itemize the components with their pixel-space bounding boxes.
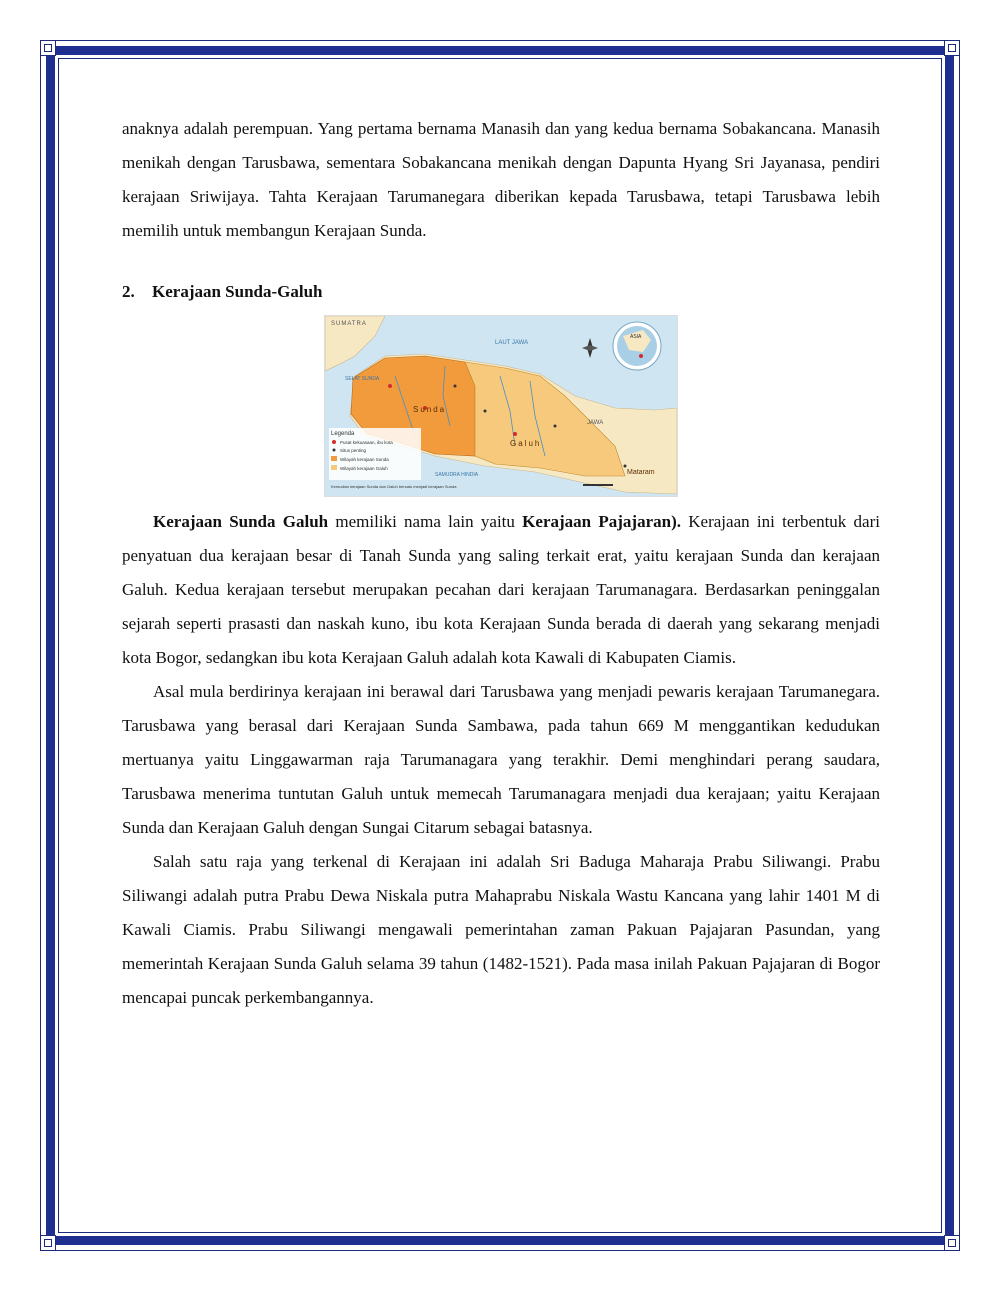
- corner-ornament-top-left: [40, 40, 56, 56]
- map-label-sumatra: SUMATRA: [331, 321, 367, 327]
- section-heading: [122, 275, 880, 309]
- paragraph-2: Asal mula berdirinya kerajaan ini berawal dari Tarusbawa yang menjadi pewaris kerajaan Tarumanegara. Tarusbawa yang berasal dari Kerajaan Sunda Sambawa, pada tahun 669 M menggantikan kedudukan mertuanya yaitu Linggawarman raja Tarumanagara yang terakhir. Demi menghindari perang saudara, Tarusbawa menerima tuntutan Galuh untuk memecah Tarumanagara menjadi dua kerajaan; yaitu Kerajaan Sunda dan Kerajaan Galuh dengan Sungai Citarum sebagai batasnya.: [122, 682, 880, 837]
- map-label-samudra: SAMUDRA HINDIA: [435, 472, 479, 478]
- top-paragraph: anaknya adalah perempuan. Yang pertama bernama Manasih dan yang kedua bernama Sobakancana. Manasih menikah dengan Tarusbawa, sementara Sobakancana menikah dengan Dapunta Hyang Sri Jayanasa, pendiri kerajaan Sriwijaya. Tahta Kerajaan Tarumanegara diberikan kepada Tarusbawa, tetapi Tarusbawa lebih memilih untuk membangun Kerajaan Sunda.: [122, 119, 880, 240]
- map-label-selat-sunda: SELAT SUNDA: [345, 376, 380, 382]
- section-title: Kerajaan Sunda-Galuh: [152, 282, 323, 301]
- paragraph-1-text-b: Kerajaan ini terbentuk dari penyatuan dua kerajaan besar di Tanah Sunda yang saling terkait erat, yaitu kerajaan Sunda dan kerajaan Galuh. Kedua kerajaan tersebut merupakan pecahan dari kerajaan Tarumanagara. Berdasarkan peninggalan sejarah seperti prasasti dan naskah kuno, ibu kota Kerajaan Sunda berada di daerah yang sekarang menjadi kota Bogor, sedangkan ibu kota Kerajaan Galuh adalah kota Kawali di Kabupaten Ciamis.: [122, 512, 880, 667]
- corner-ornament-top-right: [944, 40, 960, 56]
- map-legend-item: Wilayah kerajaan Galuh: [340, 466, 388, 471]
- document-content: [122, 112, 880, 1015]
- map-label-sunda: Sunda: [413, 405, 447, 414]
- map-legend-item: Wilayah kerajaan Sunda: [340, 457, 389, 462]
- map-label-galuh: Galuh: [510, 439, 542, 448]
- map-label-laut-jawa: LAUT JAWA: [495, 340, 529, 346]
- corner-ornament-bottom-right: [944, 1235, 960, 1251]
- map-legend-item: Situs penting: [340, 448, 367, 453]
- map-legend-title: Legenda: [331, 431, 355, 437]
- section-number: 2.: [122, 282, 135, 301]
- map-label-jawa: JAWA: [587, 420, 604, 426]
- paragraph-3: Salah satu raja yang terkenal di Kerajaan ini adalah Sri Baduga Maharaja Prabu Siliwangi. Prabu Siliwangi adalah putra Prabu Dewa Niskala putra Mahaprabu Niskala Wastu Kancana yang lahir 1401 M di Kawali Ciamis. Prabu Siliwangi mengawali pemerintahan zaman Pakuan Pajajaran Pasundan, yang memerintah Kerajaan Sunda Galuh selama 39 tahun (1482-1521). Pada masa inilah Pakuan Pajajaran di Bogor mencapai puncak perkembangannya.: [122, 852, 880, 1007]
- bold-pajajaran: Kerajaan Pajajaran: [522, 512, 672, 531]
- paragraph-1-text-a: memiliki nama lain yaitu: [328, 512, 523, 531]
- map-image: [324, 315, 678, 497]
- map-caption: Kemudian kerajaan Sunda dan Galuh bersatu menjadi kerajaan Sunda: [331, 484, 457, 489]
- map-label-asia: ASIA: [630, 334, 642, 340]
- map-legend-item: Pusat kekuasaan, ibu kota: [340, 440, 393, 445]
- paragraph-1: [122, 505, 880, 675]
- bold-close-paren: ).: [671, 512, 681, 531]
- bold-sunda-galuh: Kerajaan Sunda Galuh: [153, 512, 329, 531]
- map-label-mataram: Mataram: [627, 469, 655, 476]
- corner-ornament-bottom-left: [40, 1235, 56, 1251]
